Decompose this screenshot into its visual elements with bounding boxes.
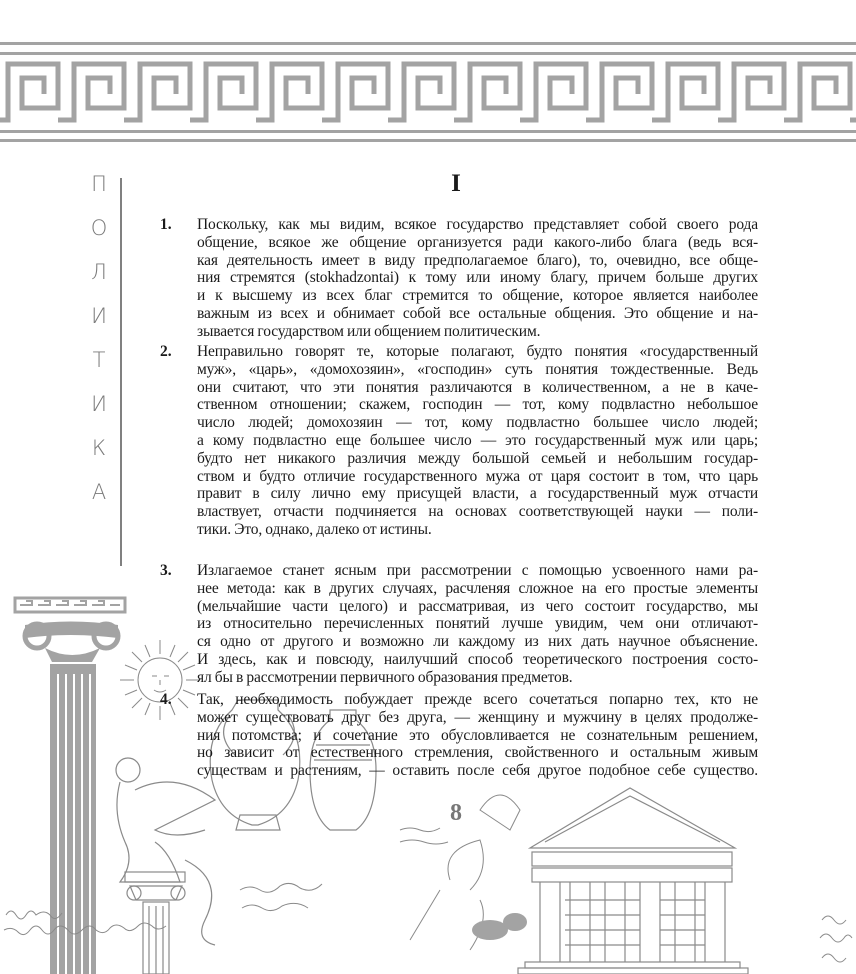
- text-line: ния стремятся (stokhadzontai) к тому или иному благу, причем больше других: [197, 269, 758, 287]
- paragraph-number: 2.: [160, 343, 172, 360]
- text-line: властвует, отчасти подчиняется на основах соответствующей науки — поли-: [197, 503, 758, 521]
- text-line: существам и растениям, — оставить после себя другое подобное себе существо.: [197, 762, 758, 780]
- sphinx-illustration: [116, 758, 215, 974]
- handwriting-right-illustration: [820, 916, 852, 962]
- chapter-heading: I: [451, 170, 461, 197]
- side-letter: Л: [91, 260, 107, 284]
- text-line: Неправильно говорят те, которые полагают, будто понятия «государственный: [197, 343, 758, 360]
- paragraph-number: 4.: [160, 691, 172, 708]
- text-line: они считают, что эти понятия различаются в количественном, а не в каче-: [197, 378, 758, 396]
- text-line: ся одно от другого и возможно ли каждому из них дать научное объяснение.: [197, 633, 758, 651]
- text-line: но зависит от естественного стремления, свойственного и остальным живым: [197, 744, 758, 762]
- text-line: может существовать друг без друга, — женщину и мужчину в целях продолже-: [197, 708, 758, 726]
- text-line: Излагаемое станет ясным при рассмотрении с помощью усвоенного нами ра-: [197, 562, 758, 579]
- column-illustration: [15, 598, 125, 974]
- text-line: тики. Это, однако, далеко от истины.: [197, 520, 432, 538]
- ink-blot-icon: [472, 913, 527, 940]
- paragraph-number: 1.: [160, 216, 172, 233]
- text-line: будто нет никакого различия между большой семьей и небольшим государ-: [197, 449, 758, 467]
- side-letter: И: [91, 304, 107, 328]
- text-line: общение, всякое же общение организуется ради какого-либо блага (ведь вся-: [197, 233, 758, 251]
- text-line: ял бы в рассмотрении первичного образования предметов.: [197, 668, 573, 686]
- text-line: ния потомства; и сочетание это обусловливается не сознательным решением,: [197, 726, 758, 744]
- side-letter: И: [91, 392, 107, 416]
- greek-key-border: [0, 34, 856, 146]
- temple-illustration: [518, 788, 748, 974]
- side-divider: [120, 178, 122, 566]
- text-line: ственном отношении; скажем, господин — тот, кому подвластно небольшое: [197, 396, 758, 414]
- text-line: муж», «царь», «домохозяин», «господин» суть понятия тождественные. Ведь: [197, 360, 758, 378]
- page-number: 8: [450, 800, 462, 826]
- side-letter: К: [91, 436, 107, 460]
- text-line: а кому подвластно еще большее число — это государственный муж или царь;: [197, 431, 758, 449]
- paragraph-number: 3.: [160, 562, 172, 579]
- text-line: зывается государством или общением политическим.: [197, 322, 541, 340]
- text-line: нее метода: как в других случаях, расчленяя сложное на его простые элементы: [197, 579, 758, 597]
- text-line: И здесь, как и повсюду, наилучший способ теоретического построения состо-: [197, 650, 758, 668]
- text-line: кая деятельность имеет в виду предполагаемое благо), то, очевидно, все обще-: [197, 251, 758, 269]
- text-line: правит в силу лично ему присущей власти, а государственный муж отчасти: [197, 485, 758, 503]
- side-letter: О: [90, 216, 108, 240]
- text-line: Так, необходимость побуждает прежде всего сочетаться попарно тех, кто не: [197, 691, 758, 708]
- text-line: и к высшему из всех благ стремится то общение, которое является наиболее: [197, 287, 758, 305]
- text-line: из относительно перечисленных понятий лучше увидим, чем они отличают-: [197, 615, 758, 633]
- text-line: ством и будто отличие государственного мужа от царя состоит в том, что царь: [197, 467, 758, 485]
- side-letter: Т: [92, 348, 106, 372]
- text-line: Поскольку, как мы видим, всякое государство представляет собой своего рода: [197, 216, 758, 233]
- side-letter: А: [91, 480, 107, 504]
- text-line: число людей; домохозяин — тот, кому подвластно большее число людей;: [197, 414, 758, 432]
- text-line: (мельчайшие части целого) и рассматривая, из чего состоит государство, мы: [197, 597, 758, 615]
- text-line: важным из всех и обнимает собой все остальные общения. Это общение и на-: [197, 304, 758, 322]
- side-letter: П: [91, 172, 107, 196]
